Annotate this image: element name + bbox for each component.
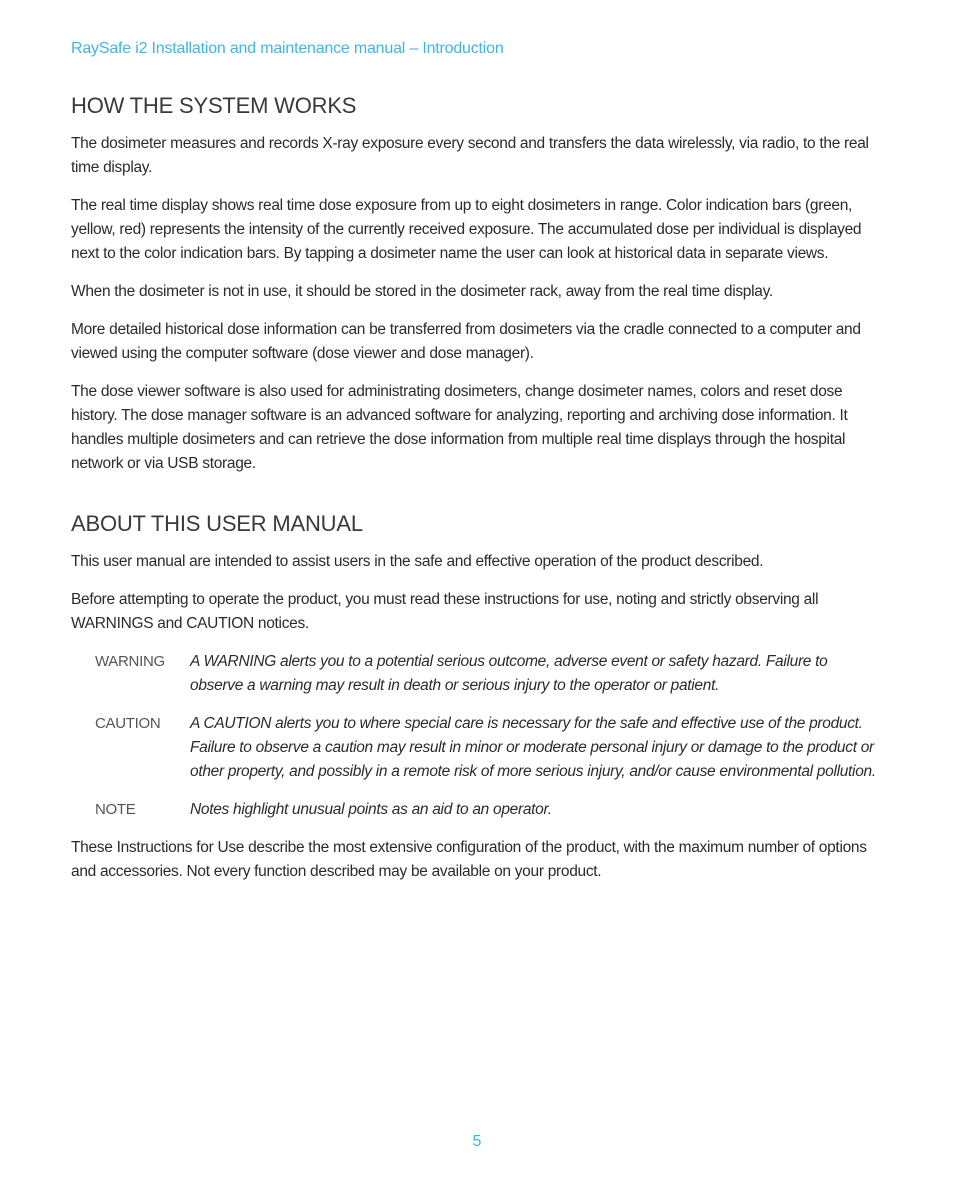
paragraph: This user manual are intended to assist users in the safe and effective operation of the product described.	[71, 553, 764, 570]
paragraph: These Instructions for Use describe the most extensive configuration of the product, with the maximum number of options and accessories. Not every function described may be available on your product.	[71, 839, 867, 880]
section-title-how-system-works: HOW THE SYSTEM WORKS	[71, 93, 357, 118]
paragraph: The dose viewer software is also used for administrating dosimeters, change dosimeter names, colors and reset dose history. The dose manager software is an advanced software for analyzing, reporting and archiving dose information. It handles multiple dosimeters and can retrieve the dose information from multiple real time displays through the hospital network or via USB storage.	[71, 383, 848, 472]
paragraph: The real time display shows real time dose exposure from up to eight dosimeters in range. Color indication bars (green, yellow, red) represents the intensity of the currently received exposure. The accumulated dose per individual is displayed next to the color indication bars. By tapping a dosimeter name the user can look at historical data in separate views.	[71, 197, 862, 262]
notice-warning	[95, 650, 883, 698]
paragraph: When the dosimeter is not in use, it should be stored in the dosimeter rack, away from the real time display.	[71, 283, 773, 300]
notice-label: NOTE	[95, 801, 136, 818]
paragraph: The dosimeter measures and records X-ray exposure every second and transfers the data wirelessly, via radio, to the real time display.	[71, 135, 869, 176]
running-header: RaySafe i2 Installation and maintenance manual – Introduction	[71, 40, 504, 57]
page-number: 5	[472, 1133, 482, 1150]
notice-text: A WARNING alerts you to a potential serious outcome, adverse event or safety hazard. Failure to observe a warning may result in death or serious injury to the operator or patient.	[190, 653, 828, 694]
paragraph: Before attempting to operate the product, you must read these instructions for use, noting and strictly observing all WARNINGS and CAUTION notices.	[71, 591, 819, 632]
notice-note	[95, 798, 883, 822]
paragraph: More detailed historical dose information can be transferred from dosimeters via the cradle connected to a computer and viewed using the computer software (dose viewer and dose manager).	[71, 321, 861, 362]
notice-caution	[95, 712, 883, 784]
notice-text: A CAUTION alerts you to where special care is necessary for the safe and effective use of the product. Failure to observe a caution may result in minor or moderate personal injury or damage to the product or other property, and possibly in a remote risk of more serious injury, and/or cause environmental pollution.	[190, 715, 876, 780]
section-title-about-manual: ABOUT THIS USER MANUAL	[71, 511, 363, 536]
page-content	[71, 92, 883, 898]
notice-label: WARNING	[95, 653, 165, 670]
notice-label: CAUTION	[95, 715, 161, 732]
notice-text: Notes highlight unusual points as an aid to an operator.	[190, 801, 552, 818]
